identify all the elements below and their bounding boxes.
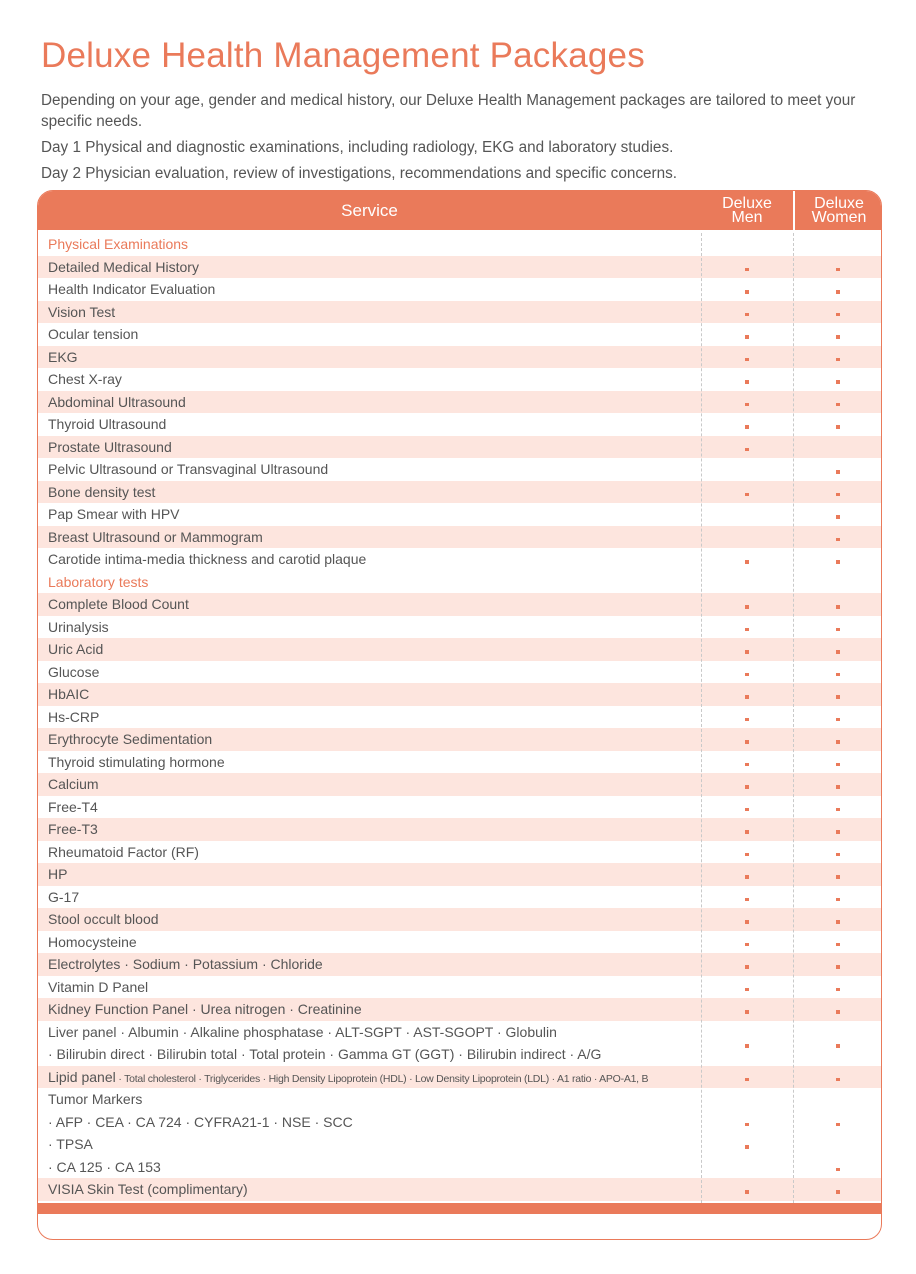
included-men-dot: [745, 853, 749, 857]
included-men-dot: [745, 335, 749, 339]
included-men-dot: [745, 1145, 749, 1149]
service-cell: [48, 796, 698, 819]
header-deluxe-men: [701, 191, 793, 230]
included-women-dot: [836, 920, 840, 924]
included-men-dot: [745, 920, 749, 924]
table-row: [38, 1021, 881, 1066]
service-cell: [48, 413, 698, 436]
service-label: [48, 503, 698, 526]
intro-text: [41, 90, 891, 189]
service-label: [48, 458, 698, 481]
included-women-dot: [836, 853, 840, 857]
service-cell: [48, 661, 698, 684]
table-row: [38, 661, 881, 684]
service-label-text: EKG: [48, 348, 78, 365]
service-label: [48, 1066, 698, 1089]
table-row: [38, 863, 881, 886]
table-row: [38, 413, 881, 436]
header-deluxe-women: [795, 191, 882, 230]
service-label: [48, 301, 698, 324]
included-men-dot: [745, 1010, 749, 1014]
table-row: [38, 706, 881, 729]
table-row: [38, 796, 881, 819]
service-cell: [48, 593, 698, 616]
service-cell: [48, 458, 698, 481]
included-women-dot: [836, 335, 840, 339]
table-row: [38, 908, 881, 931]
included-women-dot: [836, 313, 840, 317]
included-men-dot: [745, 785, 749, 789]
service-cell: [48, 391, 698, 414]
service-cell: [48, 571, 698, 594]
table-row: [38, 976, 881, 999]
service-label-text: HP: [48, 866, 68, 882]
included-women-dot: [836, 425, 840, 429]
service-cell: [48, 503, 698, 526]
service-label: [48, 391, 698, 414]
service-label-text: Hs-CRP: [48, 708, 100, 725]
table-row: [38, 526, 881, 549]
table-row: [38, 751, 881, 774]
table-row: [38, 683, 881, 706]
included-men-dot: [745, 965, 749, 969]
table-row: [38, 593, 881, 616]
service-cell: [48, 1066, 698, 1089]
service-cell: [48, 368, 698, 391]
service-cell: [48, 548, 698, 571]
service-label: [48, 998, 698, 1021]
included-women-dot: [836, 493, 840, 497]
service-label-text: Carotide intima-media thickness and carotid plaque: [48, 551, 367, 567]
service-label: [48, 863, 698, 886]
intro-paragraph: Depending on your age, gender and medical history, our Deluxe Health Management packages are tailored to meet your specific needs.: [41, 92, 856, 130]
included-women-dot: [836, 875, 840, 879]
service-label-text: Tumor Markers: [48, 1091, 143, 1107]
service-cell: [48, 278, 698, 301]
service-cell: [48, 323, 698, 346]
table-body: [38, 233, 881, 1201]
included-women-dot: [836, 740, 840, 744]
included-women-dot: [836, 470, 840, 474]
included-women-dot: [836, 965, 840, 969]
service-cell: [48, 233, 698, 256]
service-cell: [48, 683, 698, 706]
service-cell: [48, 346, 698, 369]
service-label: [48, 436, 698, 459]
intro-paragraph: Day 2 Physician evaluation, review of investigations, recommendations and specific concerns.: [41, 165, 677, 182]
included-women-dot: [836, 1190, 840, 1194]
service-cell: [48, 976, 698, 999]
service-label: [48, 841, 698, 864]
service-label: [48, 481, 698, 504]
table-row: [38, 548, 881, 571]
service-label-text: Vision Test: [48, 303, 116, 320]
included-men-dot: [745, 943, 749, 947]
included-women-dot: [836, 358, 840, 362]
service-label-text: Rheumatoid Factor (RF): [48, 843, 199, 860]
table-row: [38, 346, 881, 369]
service-cell: [48, 1021, 698, 1066]
header-men-line2: Men: [731, 208, 763, 226]
service-label: [48, 818, 698, 841]
header-service: Service: [341, 200, 398, 220]
included-women-dot: [836, 808, 840, 812]
service-label-text: Glucose: [48, 663, 100, 680]
service-label: [48, 638, 698, 661]
service-label-text: Lipid panel: [48, 1068, 116, 1085]
included-women-dot: [836, 538, 840, 542]
intro-paragraph: Day 1 Physical and diagnostic examinations, including radiology, EKG and laboratory studies.: [41, 139, 674, 156]
table-row: [38, 256, 881, 279]
service-cell: [48, 773, 698, 796]
service-label-text: Liver panel · Albumin · Alkaline phosphatase · ALT-SGPT · AST-SGOPT · Globulin: [48, 1023, 557, 1040]
table-row: [38, 841, 881, 864]
service-label-text: Calcium: [48, 776, 99, 792]
service-cell: [48, 526, 698, 549]
service-label: [48, 571, 698, 594]
service-label-text: Free-T4: [48, 798, 98, 815]
table-row: [38, 323, 881, 346]
included-men-dot: [745, 1123, 749, 1127]
service-cell: [48, 436, 698, 459]
service-label: [48, 593, 698, 616]
service-label-text: Electrolytes · Sodium · Potassium · Chloride: [48, 956, 323, 972]
included-men-dot: [745, 718, 749, 722]
included-men-dot: [745, 1078, 749, 1082]
service-label: [48, 773, 698, 796]
service-label-text: Thyroid stimulating hormone: [48, 753, 225, 770]
service-label: [48, 683, 698, 706]
included-women-dot: [836, 763, 840, 767]
included-men-dot: [745, 358, 749, 362]
service-label: [48, 256, 698, 279]
included-men-dot: [745, 290, 749, 294]
service-label: [48, 908, 698, 931]
service-sub-item: · AFP · CEA · CA 724 · CYFRA21-1 · NSE · SCC: [48, 1113, 353, 1130]
included-men-dot: [745, 650, 749, 654]
service-label-text: Pap Smear with HPV: [48, 506, 180, 522]
table-row: [38, 1088, 881, 1178]
service-cell: [48, 818, 698, 841]
service-label: [48, 931, 698, 954]
service-cell: [48, 1178, 698, 1201]
service-label-text: Chest X-ray: [48, 371, 122, 387]
included-women-dot: [836, 605, 840, 609]
service-label: [48, 1178, 698, 1201]
header-women-line1: Deluxe: [814, 194, 864, 212]
included-men-dot: [745, 1190, 749, 1194]
service-label-text: Health Indicator Evaluation: [48, 281, 216, 297]
included-men-dot: [745, 268, 749, 272]
table-footer-bar: [38, 1203, 881, 1214]
service-label-text: Detailed Medical History: [48, 258, 199, 275]
table-row: [38, 953, 881, 976]
section-header-row: [38, 233, 881, 256]
included-women-dot: [836, 1044, 840, 1048]
included-men-dot: [745, 493, 749, 497]
service-label-text: Kidney Function Panel · Urea nitrogen · Creatinine: [48, 1001, 362, 1017]
service-label-text: Urinalysis: [48, 618, 109, 635]
service-cell: [48, 998, 698, 1021]
table-row: [38, 728, 881, 751]
service-cell: [48, 616, 698, 639]
table-row: [38, 368, 881, 391]
service-cell: [48, 301, 698, 324]
included-women-dot: [836, 290, 840, 294]
page-title: Deluxe Health Management Packages: [41, 36, 645, 75]
included-men-dot: [745, 628, 749, 632]
included-men-dot: [745, 1044, 749, 1048]
included-men-dot: [745, 898, 749, 902]
included-women-dot: [836, 785, 840, 789]
table-row: [38, 301, 881, 324]
service-label: [48, 323, 698, 346]
service-label: [48, 661, 698, 684]
service-cell: [48, 841, 698, 864]
table-row: [38, 278, 881, 301]
service-label: [48, 278, 698, 301]
service-label-text: Uric Acid: [48, 641, 104, 657]
table-row: [38, 886, 881, 909]
included-men-dot: [745, 425, 749, 429]
included-women-dot: [836, 560, 840, 564]
included-men-dot: [745, 560, 749, 564]
service-label: [48, 368, 698, 391]
table-row: [38, 1178, 881, 1201]
header-women-line2: Women: [811, 208, 867, 226]
included-women-dot: [836, 695, 840, 699]
included-men-dot: [745, 695, 749, 699]
included-women-dot: [836, 650, 840, 654]
included-men-dot: [745, 830, 749, 834]
service-label: [48, 953, 698, 976]
service-cell: [48, 931, 698, 954]
included-women-dot: [836, 718, 840, 722]
included-men-dot: [745, 403, 749, 407]
service-label-text: Erythrocyte Sedimentation: [48, 731, 213, 747]
included-men-dot: [745, 763, 749, 767]
service-label: [48, 616, 698, 639]
table-header: [38, 191, 881, 230]
service-cell: [48, 481, 698, 504]
service-cell: [48, 638, 698, 661]
column-divider-women: [793, 233, 794, 1203]
included-women-dot: [836, 1010, 840, 1014]
service-label-text: Thyroid Ultrasound: [48, 416, 167, 432]
included-women-dot: [836, 1168, 840, 1172]
service-sub-item: · TPSA: [48, 1136, 93, 1152]
service-label-detail: · Total cholesterol · Triglycerides · High Density Lipoprotein (HDL) · Low Density Lipoprotein (LDL) · A1 ratio · APO-A1, B: [115, 1072, 649, 1085]
table-row: [38, 931, 881, 954]
included-women-dot: [836, 988, 840, 992]
service-label-text: HbAIC: [48, 686, 90, 702]
service-label: [48, 706, 698, 729]
service-label: [48, 728, 698, 751]
included-men-dot: [745, 673, 749, 677]
service-label: [48, 413, 698, 436]
service-label: [48, 1088, 698, 1111]
included-women-dot: [836, 830, 840, 834]
service-label-text: Laboratory tests: [48, 573, 149, 590]
included-women-dot: [836, 403, 840, 407]
included-women-dot: [836, 380, 840, 384]
service-label-text: VISIA Skin Test (complimentary): [48, 1181, 248, 1197]
table-row: [38, 458, 881, 481]
table-row: [38, 391, 881, 414]
service-sub-item: · CA 125 · CA 153: [48, 1158, 161, 1175]
service-cell: [48, 256, 698, 279]
service-label-continued: · Bilirubin direct · Bilirubin total · Total protein · Gamma GT (GGT) · Bilirubin indirect · A/G: [48, 1046, 602, 1062]
service-label: [48, 886, 698, 909]
service-label-text: Ocular tension: [48, 326, 139, 342]
section-header-row: [38, 571, 881, 594]
table-row: [38, 773, 881, 796]
service-label: [48, 976, 698, 999]
table-row: [38, 436, 881, 459]
service-label: [48, 346, 698, 369]
included-men-dot: [745, 988, 749, 992]
service-label-text: Abdominal Ultrasound: [48, 393, 186, 410]
included-men-dot: [745, 740, 749, 744]
service-cell: [48, 863, 698, 886]
service-label: [48, 526, 698, 549]
service-cell: [48, 908, 698, 931]
service-label: [48, 1021, 698, 1044]
included-women-dot: [836, 1078, 840, 1082]
included-women-dot: [836, 1123, 840, 1127]
included-men-dot: [745, 380, 749, 384]
service-cell: [48, 728, 698, 751]
included-men-dot: [745, 605, 749, 609]
service-cell: [48, 751, 698, 774]
service-label-text: Complete Blood Count: [48, 596, 189, 612]
service-label-text: Prostate Ultrasound: [48, 438, 172, 455]
service-label-text: Pelvic Ultrasound or Transvaginal Ultrasound: [48, 461, 329, 477]
table-row: [38, 638, 881, 661]
service-cell: [48, 706, 698, 729]
included-men-dot: [745, 448, 749, 452]
service-label-text: G-17: [48, 888, 80, 905]
service-label: [48, 796, 698, 819]
service-label-text: Bone density test: [48, 483, 156, 500]
service-label-text: Physical Examinations: [48, 236, 189, 252]
table-row: [38, 616, 881, 639]
service-label: [48, 233, 698, 256]
table-row: [38, 998, 881, 1021]
column-divider-men: [701, 233, 702, 1203]
service-label: [48, 751, 698, 774]
table-row: [38, 1066, 881, 1089]
service-label: [48, 548, 698, 571]
included-women-dot: [836, 898, 840, 902]
service-label-text: Breast Ultrasound or Mammogram: [48, 528, 263, 545]
table-row: [38, 481, 881, 504]
included-men-dot: [745, 808, 749, 812]
included-women-dot: [836, 673, 840, 677]
service-cell: [48, 953, 698, 976]
included-men-dot: [745, 875, 749, 879]
included-women-dot: [836, 268, 840, 272]
service-cell: [48, 1088, 698, 1178]
service-cell: [48, 886, 698, 909]
table-row: [38, 818, 881, 841]
service-label-text: Homocysteine: [48, 933, 137, 950]
included-women-dot: [836, 515, 840, 519]
included-women-dot: [836, 628, 840, 632]
packages-table: [37, 190, 882, 1240]
service-label-text: Free-T3: [48, 821, 98, 837]
table-row: [38, 503, 881, 526]
included-men-dot: [745, 313, 749, 317]
header-men-line1: Deluxe: [722, 194, 772, 212]
included-women-dot: [836, 943, 840, 947]
service-label-text: Vitamin D Panel: [48, 978, 149, 995]
service-label-text: Stool occult blood: [48, 911, 159, 927]
